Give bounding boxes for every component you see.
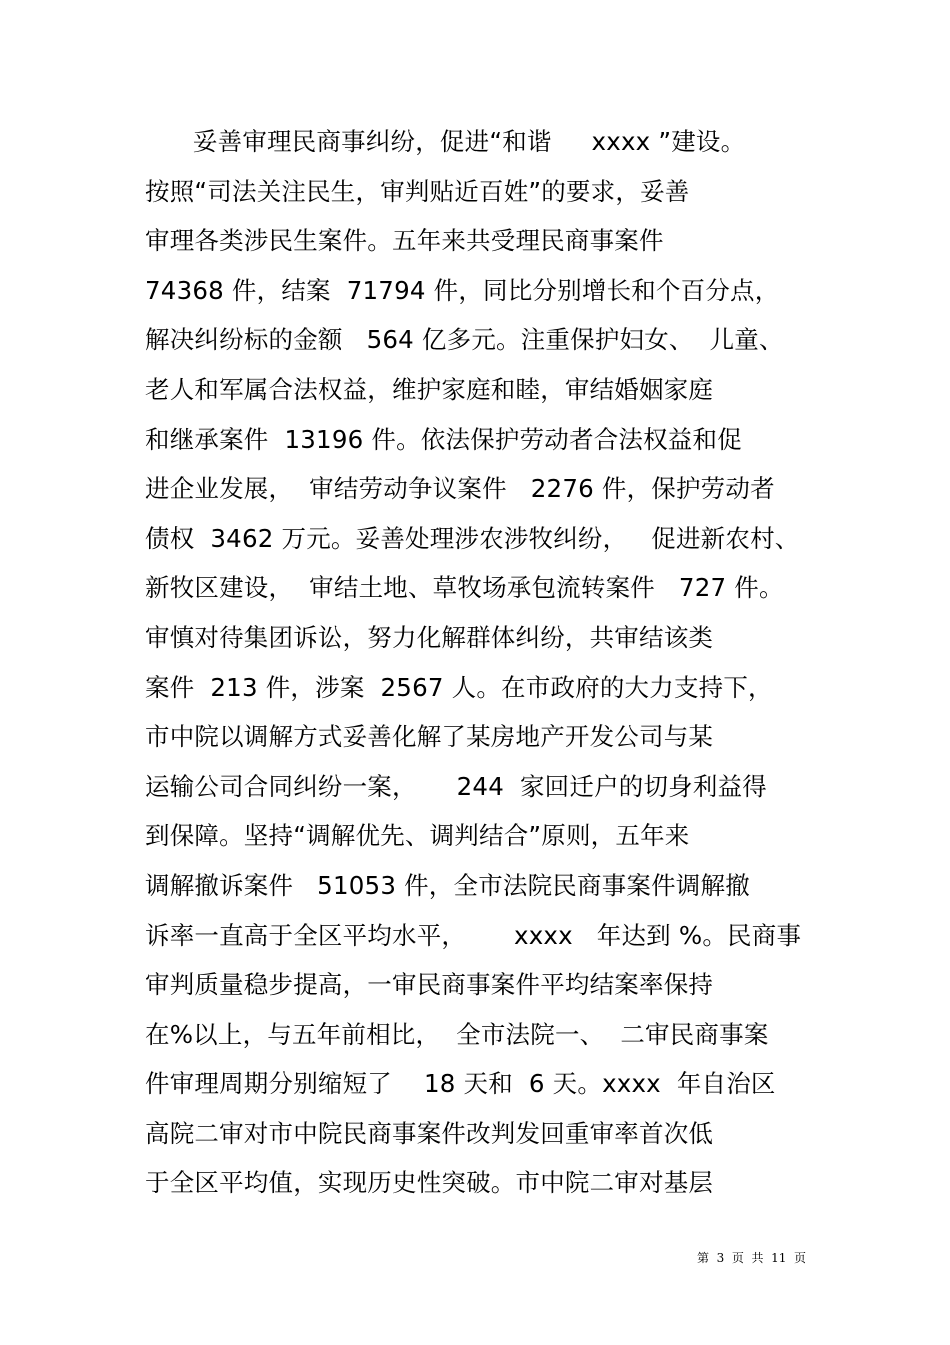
- body-text: [145, 117, 825, 1208]
- text-line: 高院二审对市中院民商事案件改判发回重审率首次低: [145, 1118, 714, 1148]
- text-line: 和继承案件 13196 件。依法保护劳动者合法权益和促: [145, 424, 742, 454]
- text-line: 市中院以调解方式妥善化解了某房地产开发公司与某: [145, 722, 714, 752]
- text-line: 新牧区建设， 审结土地、草牧场承包流转案件 727 件。: [145, 573, 784, 603]
- text-line: 老人和军属合法权益，维护家庭和睦，审结婚姻家庭: [145, 374, 714, 404]
- text-line: 案件 213 件，涉案 2567 人。在市政府的大力支持下，: [145, 672, 773, 702]
- page-number-footer: 第 3 页 共 11 页: [696, 1251, 806, 1265]
- text-line: 审判质量稳步提高，一审民商事案件平均结案率保持: [145, 970, 714, 1000]
- text-line: 件审理周期分别缩短了 18 天和 6 天。xxxx 年自治区: [145, 1069, 776, 1099]
- text-line: 运输公司合同纠纷一案， 244 家回迁户的切身利益得: [145, 771, 767, 801]
- text-line: 到保障。坚持“调解优先、调判结合”原则，五年来: [145, 821, 690, 851]
- text-line: 在%以上，与五年前相比， 全市法院一、 二审民商事案: [145, 1019, 769, 1049]
- text-line: 74368 件，结案 71794 件，同比分别增长和个百分点，: [145, 275, 780, 305]
- text-line: 按照“司法关注民生，审判贴近百姓”的要求，妥善: [145, 176, 690, 206]
- text-line: 审理各类涉民生案件。五年来共受理民商事案件: [145, 226, 664, 256]
- text-line: 解决纠纷标的金额 564 亿多元。注重保护妇女、 儿童、: [145, 325, 784, 355]
- text-line: 债权 3462 万元。妥善处理涉农涉牧纠纷， 促进新农村、: [145, 523, 800, 553]
- text-line: 进企业发展， 审结劳动争议案件 2276 件，保护劳动者: [145, 474, 775, 504]
- text-line: 审慎对待集团诉讼，努力化解群体纠纷，共审结该类: [145, 622, 714, 652]
- text-line: 妥善审理民商事纠纷，促进“和谐 xxxx ”建设。: [145, 127, 746, 156]
- text-line: 调解撤诉案件 51053 件，全市法院民商事案件调解撤: [145, 870, 750, 900]
- text-line: 于全区平均值，实现历史性突破。市中院二审对基层: [145, 1168, 714, 1198]
- text-line: 诉率一直高于全区平均水平， xxxx 年达到 %。民商事: [145, 920, 802, 950]
